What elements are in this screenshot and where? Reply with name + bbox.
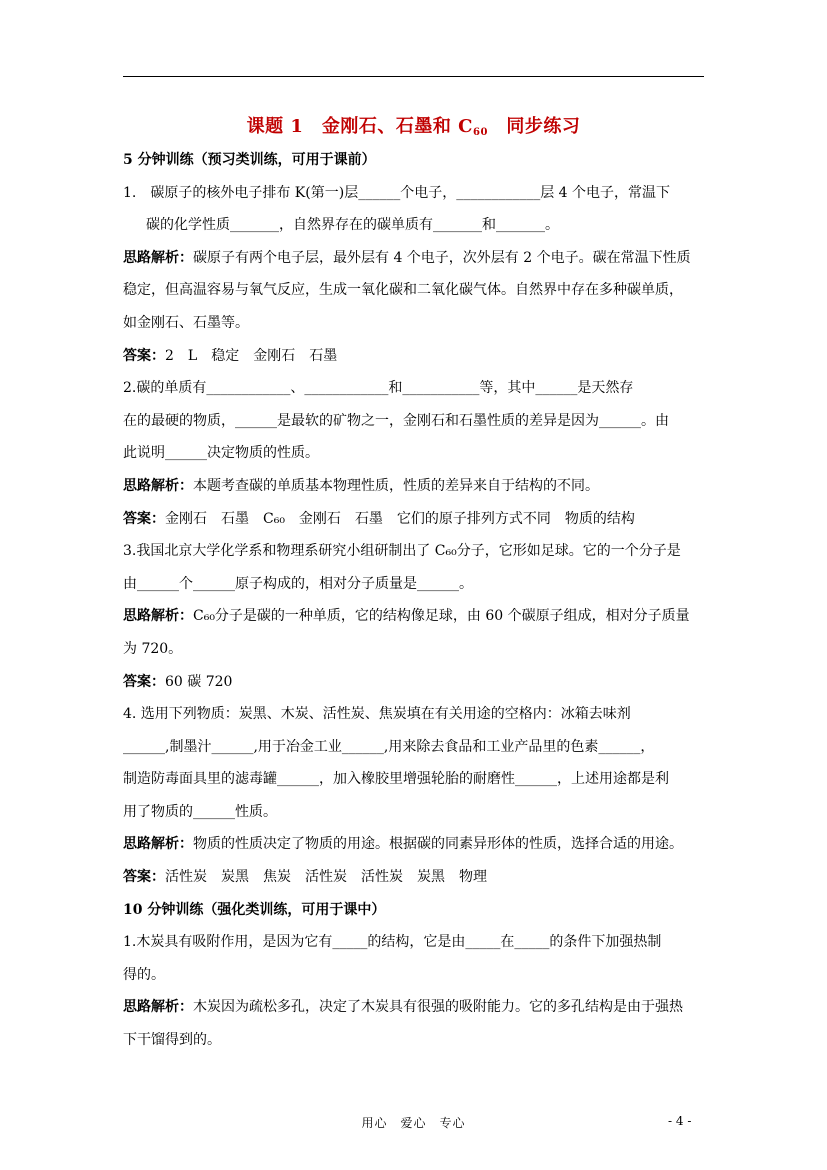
section-heading — [123, 898, 704, 931]
line-text: 活性炭 炭黑 焦炭 活性炭 活性炭 炭黑 物理 — [165, 869, 487, 886]
line-text: C₆₀分子是碳的一种单质，它的结构像足球，由 60 个碳原子组成，相对分子质量 — [193, 608, 690, 625]
line-text: 为 720。 — [123, 640, 183, 657]
page-number: - 4 - — [668, 1114, 692, 1128]
line-label: 答案： — [123, 673, 165, 690]
page-title — [0, 112, 827, 138]
text-line — [123, 930, 704, 963]
line-text: 稳定，但高温容易与氧气反应，生成一氧化碳和二氧化碳气体。自然界中存在多种碳单质， — [123, 282, 683, 299]
answer-line — [123, 507, 704, 540]
line-text: 由______个______原子构成的，相对分子质量是______。 — [123, 575, 473, 592]
text-line — [123, 441, 704, 474]
line-label: 思路解析： — [123, 249, 193, 266]
line-label: 答案： — [123, 510, 165, 527]
document-body — [123, 148, 704, 1061]
text-line — [123, 376, 704, 409]
line-text: 得的。 — [123, 966, 165, 983]
line-text: 2.碳的单质有____________、____________和___________等，其中______是天然存 — [123, 380, 634, 397]
text-line — [123, 963, 704, 996]
line-label: 思路解析： — [123, 477, 193, 494]
section-heading — [123, 148, 704, 181]
line-text: 1. 碳原子的核外电子排布 K(第一)层______个电子，____________层 4 个电子，常温下 — [123, 184, 670, 201]
line-label: 答案： — [123, 869, 165, 886]
text-line — [123, 637, 704, 670]
text-line — [123, 735, 704, 768]
line-text: 金刚石 石墨 C₆₀ 金刚石 石墨 它们的原子排列方式不同 物质的结构 — [165, 510, 635, 527]
title-suffix: 同步练习 — [487, 116, 581, 137]
line-text: 在的最硬的物质，______是最软的矿物之一，金刚石和石墨性质的差异是因为______。由 — [123, 412, 669, 429]
line-text: 碳的化学性质_______，自然界存在的碳单质有_______和_______。 — [146, 217, 559, 234]
line-text: 此说明______决定物质的性质。 — [123, 445, 319, 462]
line-text: 碳原子有两个电子层，最外层有 4 个电子，次外层有 2 个电子。碳在常温下性质 — [193, 249, 691, 266]
line-text: 本题考查碳的单质基本物理性质，性质的差异来自于结构的不同。 — [193, 477, 599, 494]
line-text: 制造防毒面具里的滤毒罐______，加入橡胶里增强轮胎的耐磨性______，上述用途都是利 — [123, 771, 669, 788]
answer-line — [123, 344, 704, 377]
line-text: 3.我国北京大学化学系和物理系研究小组研制出了 C₆₀分子，它形如足球。它的一个分子是 — [123, 543, 681, 560]
text-line — [123, 181, 704, 214]
line-label: 思路解析： — [123, 999, 193, 1016]
line-text: 2 L 稳定 金刚石 石墨 — [165, 347, 338, 364]
line-label: 思路解析： — [123, 608, 193, 625]
footer-motto: 用心 爱心 专心 — [361, 1116, 466, 1130]
line-text: 60 碳 720 — [165, 673, 233, 690]
title-subscript: 60 — [472, 127, 488, 138]
text-line — [123, 767, 704, 800]
text-line — [123, 702, 704, 735]
line-text: ______,制墨汁______,用于冶金工业______,用来除去食品和工业产品里的色素______， — [123, 738, 655, 755]
answer-line — [123, 670, 704, 703]
text-line — [123, 409, 704, 442]
line-text: 下干馏得到的。 — [123, 1032, 221, 1049]
line-text: 物质的性质决定了物质的用途。根据碳的同素异形体的性质，选择合适的用途。 — [193, 836, 683, 853]
text-line — [123, 213, 704, 246]
line-text: 用了物质的______性质。 — [123, 803, 277, 820]
line-text: 4. 选用下列物质：炭黑、木炭、活性炭、焦炭填在有关用途的空格内：冰箱去味剂 — [123, 706, 631, 723]
analysis-line — [123, 246, 704, 279]
text-line — [123, 572, 704, 605]
text-line — [123, 800, 704, 833]
title-prefix: 课题 1 金刚石、石墨和 C — [246, 116, 473, 137]
line-label: 答案： — [123, 347, 165, 364]
header-rule — [123, 76, 704, 77]
analysis-line — [123, 604, 704, 637]
text-line — [123, 1028, 704, 1061]
text-line — [123, 539, 704, 572]
line-text: 10 分钟训练（强化类训练，可用于课中） — [123, 901, 386, 918]
line-text: 木炭因为疏松多孔，决定了木炭具有很强的吸附能力。它的多孔结构是由于强热 — [193, 999, 683, 1016]
analysis-line — [123, 474, 704, 507]
text-line — [123, 311, 704, 344]
analysis-line — [123, 995, 704, 1028]
analysis-line — [123, 832, 704, 865]
line-text: 如金刚石、石墨等。 — [123, 314, 249, 331]
line-text: 1.木炭具有吸附作用，是因为它有_____的结构，它是由_____在_____的条件下加强热制 — [123, 934, 662, 951]
text-line — [123, 278, 704, 311]
answer-line — [123, 865, 704, 898]
line-text: 5 分钟训练（预习类训练，可用于课前） — [123, 152, 376, 168]
line-label: 思路解析： — [123, 836, 193, 853]
